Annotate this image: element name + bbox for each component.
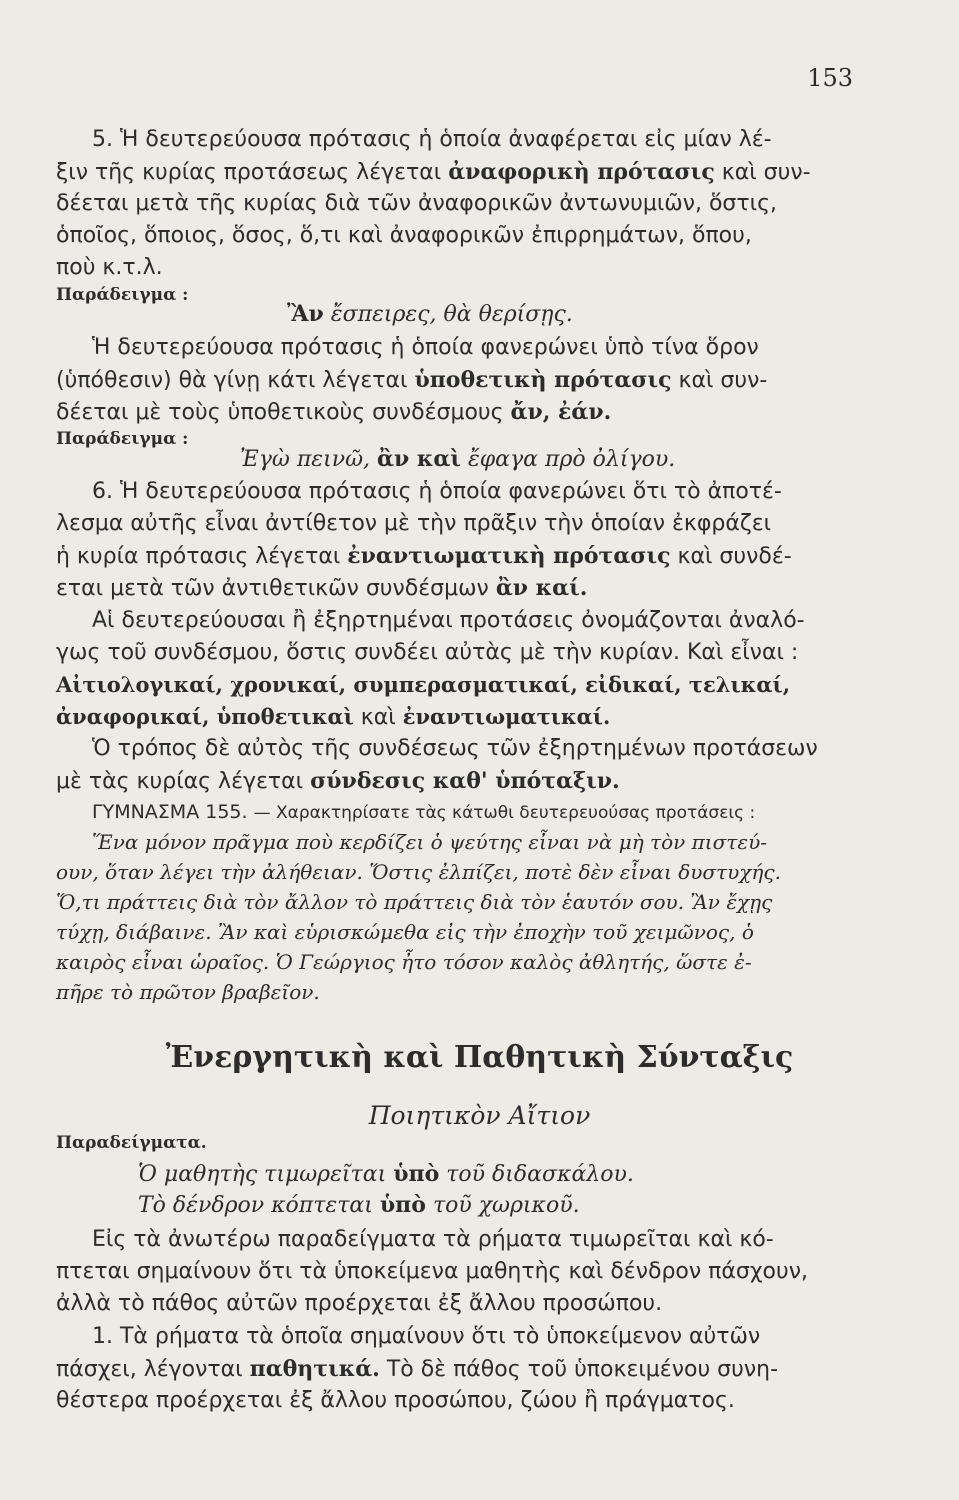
text-segment: (ὑπόθεσιν) θὰ γίνῃ κάτι λέγεται [56,368,408,393]
text-line: πτεται σημαίνουν ὅτι τὰ ὑποκείμενα μαθητὴς καὶ δένδρον πάσχουν, [56,1259,809,1284]
term-conditional-clause: ὑποθετικὴ πρότασις [414,367,672,393]
term-subordination: σύνδεσις καθ' ὑπόταξιν. [310,768,620,794]
page-number: 153 [807,64,853,92]
text-segment: καὶ συν- [721,160,811,185]
exercise-line: ουν, ὅταν λέγει τὴν ἀλήθειαν. Ὅστις ἐλπίζει, ποτὲ δὲν εἶναι δυστυχής. [56,860,781,884]
text-line [56,1358,778,1381]
exercise-header [92,803,755,822]
text-line [56,706,610,729]
text-line: Ὁ τρόπος δὲ αὐτὸς τῆς συνδέσεως τῶν ἐξηρτημένων προτάσεων [92,736,818,761]
example-line [138,1194,580,1217]
term-concessive-clause: ἐναντιωματικὴ πρότασις [347,543,671,569]
text-line: Ἡ δευτερεύουσα πρότασις ἡ ὁποία φανερώνει ὑπὸ τίνα ὅρον [92,335,759,360]
text-line [56,545,792,568]
text-line [56,770,620,793]
text-segment: τοῦ χωρικοῦ. [432,1193,580,1218]
section-heading: Ἐνεργητικὴ καὶ Παθητικὴ Σύνταξις [165,1040,794,1075]
keyword: ὑπὸ [393,1161,440,1187]
text-line [56,161,811,184]
text-segment: Τὸ δὲ πάθος τοῦ ὑποκειμένου συνη- [386,1357,779,1382]
text-line: Εἰς τὰ ἀνωτέρω παραδείγματα τὰ ρήματα τιμωρεῖται καὶ κό- [92,1227,774,1252]
text-line: γως τοῦ συνδέσμου, ὅστις συνδέει αὐτὰς μὲ τὴν κυρίαν. Καὶ εἶναι : [56,640,799,665]
text-segment: ἔσπειρες, θὰ θερίσῃς. [330,302,573,327]
term-relative-clause: ἀναφορικὴ πρότασις [448,159,715,185]
example-line [287,303,573,326]
text-segment: τοῦ διδασκάλου. [446,1162,634,1187]
example-label: Παραδείγματα. [56,1133,207,1153]
example-label: Παράδειγμα : [56,285,189,305]
exercise-label: ΓΥΜΝΑΣΜΑ 155. [92,801,248,823]
text-segment: Ὁ μαθητὴς τιμωρεῖται [138,1162,387,1187]
keyword: ὑπὸ [379,1192,426,1218]
text-line: δέεται μετὰ τῆς κυρίας διὰ τῶν ἀναφορικῶν ἀντωνυμιῶν, ὅστις, [56,191,777,216]
clause-types: ἐναντιωματικαί. [402,704,611,729]
text-segment: πάσχει, λέγονται [56,1357,243,1382]
text-segment: Τὸ δένδρον κόπτεται [138,1193,373,1218]
text-segment: ξιν τῆς κυρίας προτάσεως λέγεται [56,160,442,185]
keyword: ἄν, ἐάν. [510,399,612,425]
text-segment: καὶ [360,705,396,730]
example-label: Παράδειγμα : [56,429,189,449]
clause-types-line: Αἰτιολογικαί, χρονικαί, συμπερασματικαί, εἰδικαί, τελικαί, [56,672,791,697]
text-line: θέστερα προέρχεται ἐξ ἄλλου προσώπου, ζώου ἢ πράγματος. [56,1388,735,1413]
text-line: Αἱ δευτερεύουσαι ἢ ἐξηρτημέναι προτάσεις ὀνομάζονται ἀναλό- [92,608,805,633]
clause-types: ἀναφορικαί, ὑποθετικαὶ [56,704,354,729]
section-subheading: Ποιητικὸν Αἴτιον [368,1101,591,1130]
term-passive: παθητικά. [249,1356,380,1382]
text-segment: ἔφαγα πρὸ ὀλίγου. [467,447,676,472]
text-segment: ἡ κυρία πρότασις λέγεται [56,544,341,569]
text-segment: εται μετὰ τῶν ἀντιθετικῶν συνδέσμων [56,576,489,601]
exercise-line: Ἕνα μόνον πρᾶγμα ποὺ κερδίζει ὁ ψεύτης εἶναι νὰ μὴ τὸν πιστεύ- [92,830,767,854]
text-segment: καὶ συνδέ- [677,544,792,569]
exercise-line: τύχῃ, διάβαινε. Ἂν καὶ εὑρισκώμεθα εἰς τὴν ἐποχὴν τοῦ χειμῶνος, ὁ [56,920,754,944]
text-line: 6. Ἡ δευτερεύουσα πρότασις ἡ ὁποία φανερώνει ὅτι τὸ ἀποτέ- [92,479,782,504]
exercise-line: καιρὸς εἶναι ὡραῖος. Ὁ Γεώργιος ἦτο τόσον καλὸς ἀθλητής, ὥστε ἐ- [56,950,752,974]
text-line: 1. Τὰ ρήματα τὰ ὁποῖα σημαίνουν ὅτι τὸ ὑποκείμενον αὐτῶν [92,1324,761,1349]
exercise-line: Ὅ,τι πράττεις διὰ τὸν ἄλλον τὸ πράττεις διὰ τὸν ἑαυτόν σου. Ἂν ἔχῃς [56,890,773,914]
text-line: ποὺ κ.τ.λ. [56,255,163,280]
text-line [56,401,611,424]
text-line: ἀλλὰ τὸ πάθος αὐτῶν προέρχεται ἐξ ἄλλου προσώπου. [56,1291,663,1316]
text-segment: καὶ συν- [678,368,768,393]
text-line [56,577,587,600]
example-line [138,1163,634,1186]
example-line [240,448,675,471]
exercise-instruction: — Χαρακτηρίσατε τὰς κάτωθι δευτερευούσας προτάσεις : [253,803,756,823]
text-line: 5. Ἡ δευτερεύουσα πρότασις ἡ ὁποία ἀναφέρεται εἰς μίαν λέ- [92,127,772,152]
exercise-line: πῆρε τὸ πρῶτον βραβεῖον. [56,980,320,1004]
text-line: ὁποῖος, ὅποιος, ὅσος, ὅ,τι καὶ ἀναφορικῶν ἐπιρρημάτων, ὅπου, [56,223,752,248]
text-line [56,369,767,392]
keyword: ἂν καὶ [377,446,461,472]
keyword: ἂν καί. [495,575,588,601]
keyword: Ἂν [287,301,324,327]
text-segment: Ἐγὼ πεινῶ, [240,447,371,472]
text-line: λεσμα αὐτῆς εἶναι ἀντίθετον μὲ τὴν πρᾶξιν τὴν ὁποίαν ἐκφράζει [56,511,772,536]
text-segment: μὲ τὰς κυρίας λέγεται [56,769,304,794]
text-segment: δέεται μὲ τοὺς ὑποθετικοὺς συνδέσμους [56,400,504,425]
